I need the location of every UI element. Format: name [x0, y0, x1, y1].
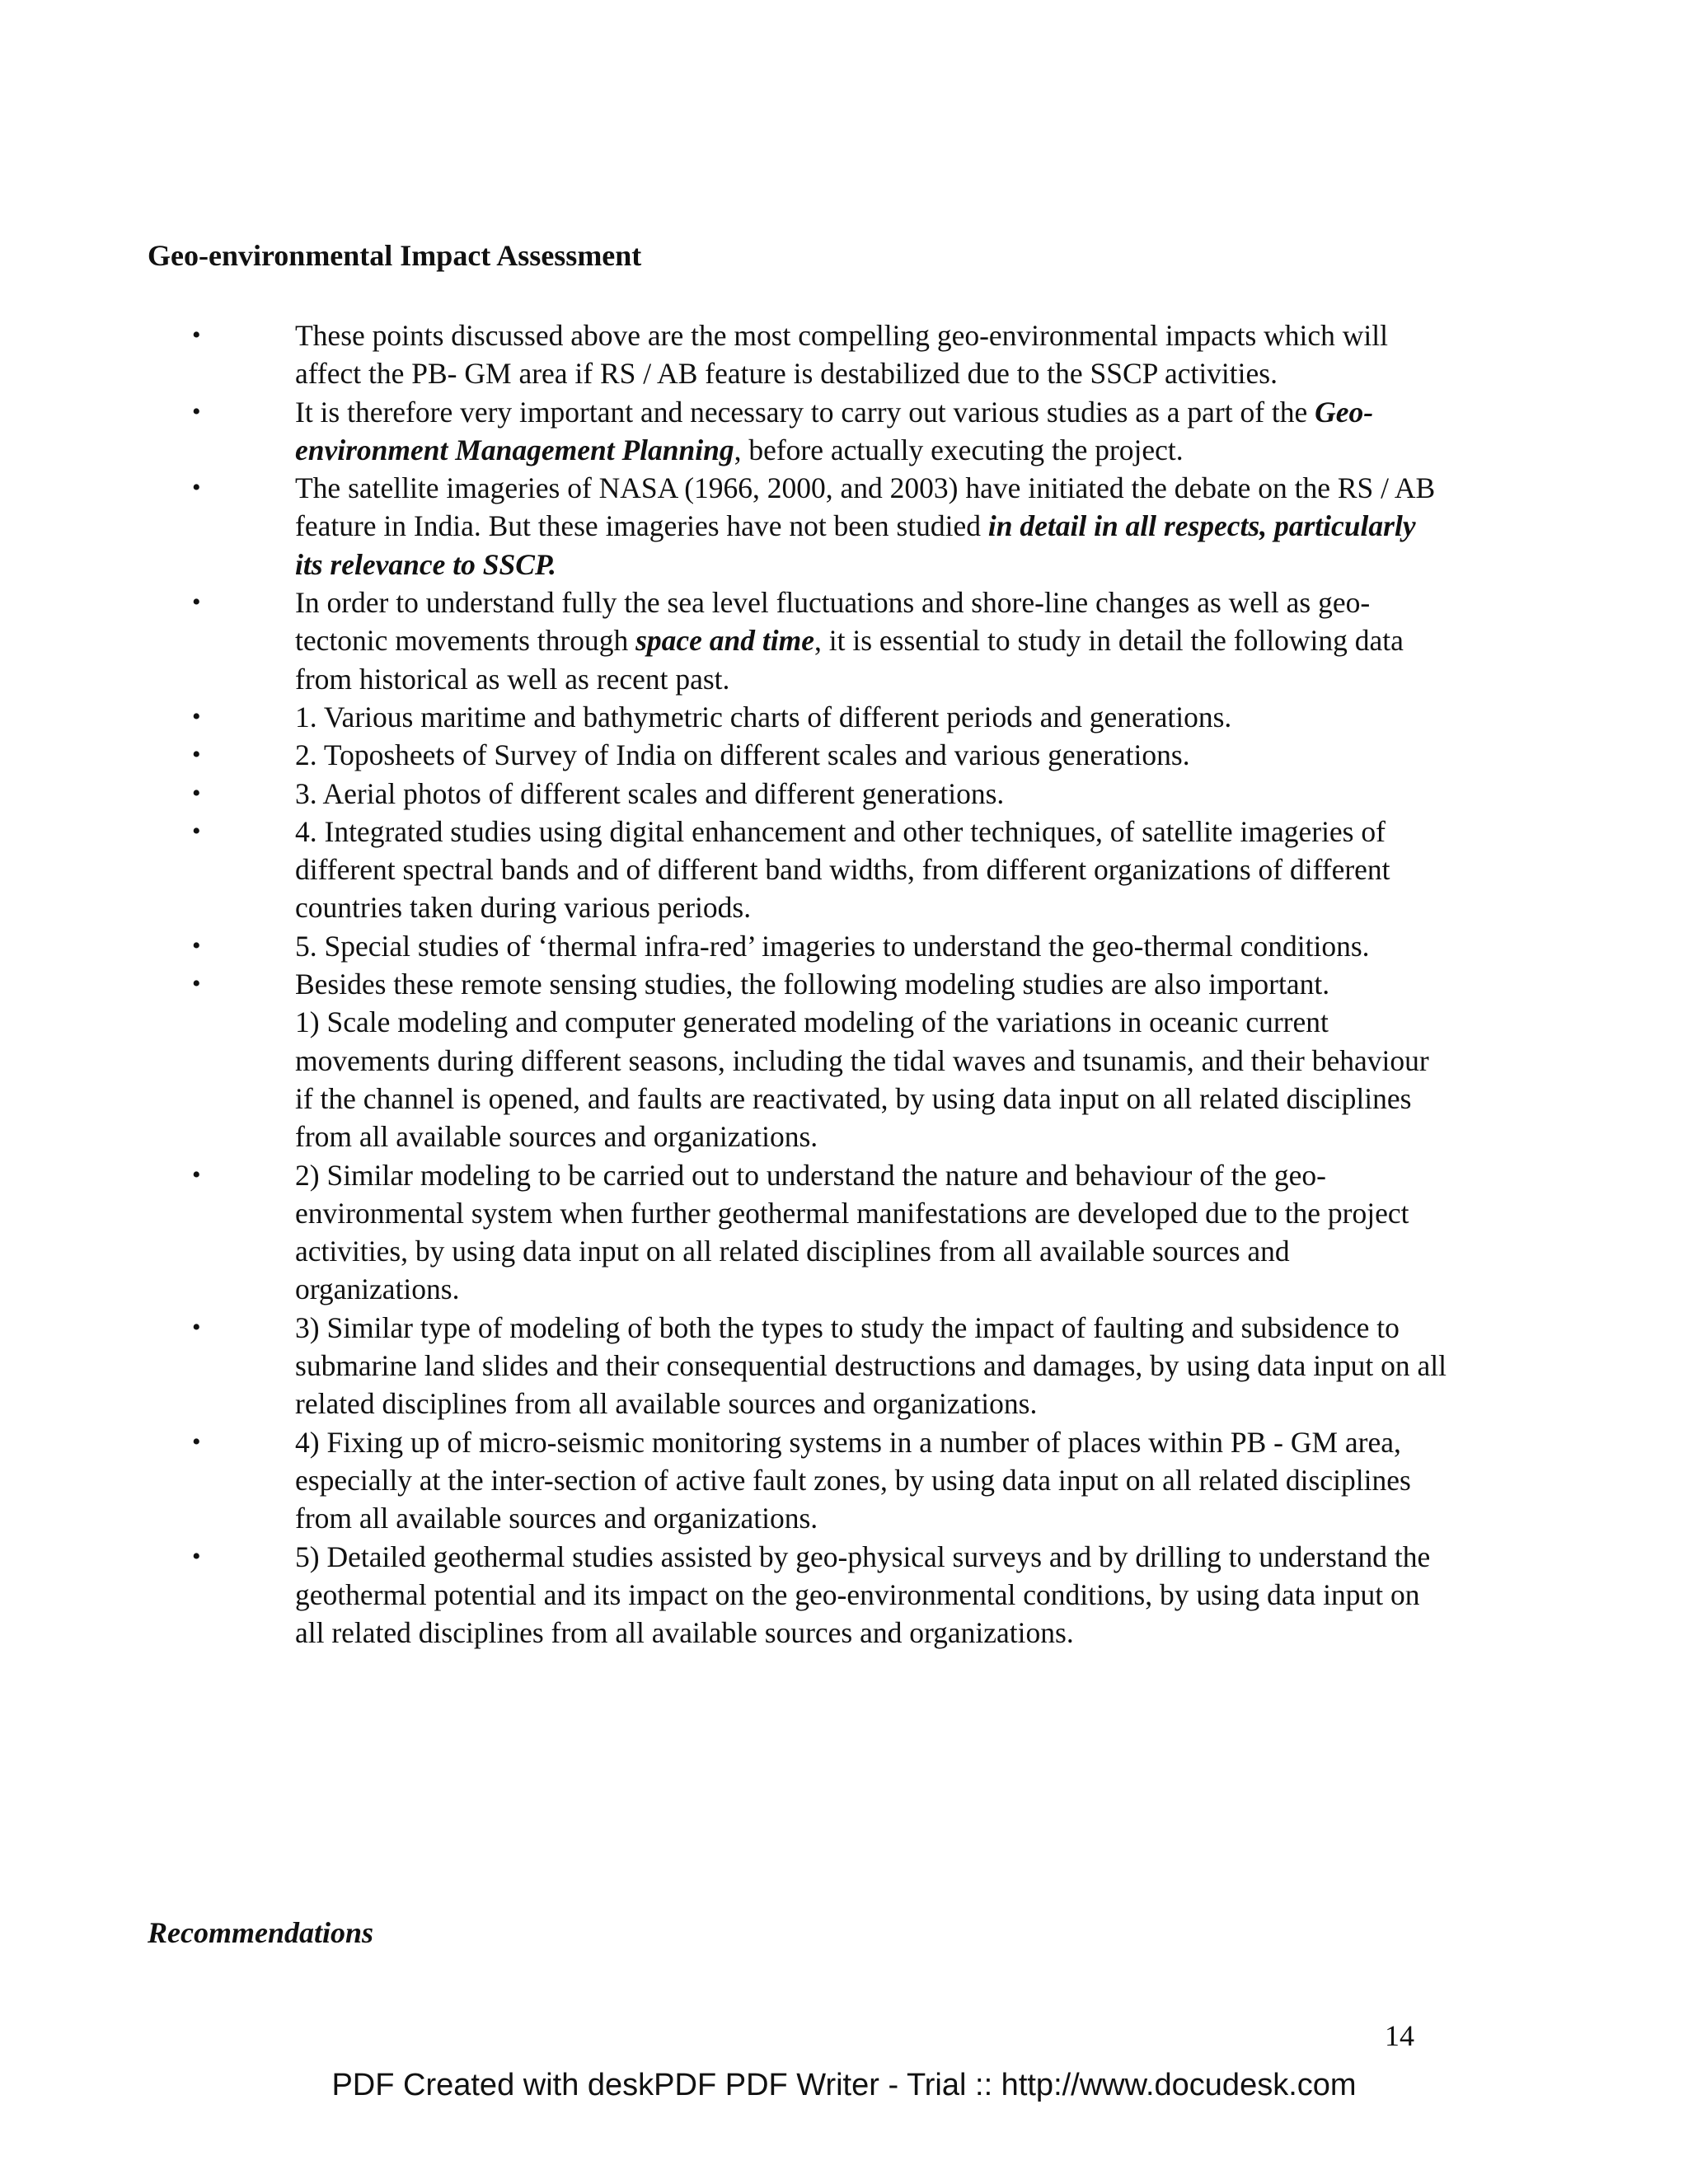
bullet-icon: • [192, 931, 201, 959]
bullet-icon: • [192, 702, 201, 730]
list-item [0, 1423, 1449, 1538]
item-text: It is therefore very important and necessary to carry out various studies as a part of the Geo-environment Management Planning, before actually executing the project. [295, 395, 1374, 466]
emphasis-text: space and time [635, 624, 815, 658]
list-item [0, 583, 1449, 698]
list-item [0, 1156, 1449, 1309]
page-number: 14 [1385, 2019, 1414, 2052]
bullet-icon: • [192, 1427, 201, 1455]
bullet-icon: • [192, 321, 201, 349]
list-item [0, 927, 1449, 965]
bullet-icon: • [192, 817, 201, 845]
list-item [0, 393, 1449, 470]
bullet-list [0, 316, 1688, 1652]
item-text: 5. Special studies of ‘thermal infra-red’ imageries to understand the geo-thermal conditions. [295, 929, 1370, 963]
recommendations-heading: Recommendations [148, 1916, 374, 1949]
item-text: 4. Integrated studies using digital enhancement and other techniques, of satellite imageries of different spectral bands and of different band widths, from different organizations of different countries taken during various periods. [295, 814, 1390, 925]
list-item [0, 1309, 1449, 1423]
emphasis-text: Geo-environment Management Planning [295, 395, 1374, 466]
bullet-icon: • [192, 779, 201, 807]
item-text: 5) Detailed geothermal studies assisted by geo-physical surveys and by drilling to understand the geothermal potential and its impact on the geo-environmental conditions, by using data input on all related disciplines from all available sources and organizations. [295, 1540, 1431, 1650]
list-item [0, 736, 1449, 774]
bullet-icon: • [192, 1313, 201, 1341]
item-text: The satellite imageries of NASA (1966, 2000, and 2003) have initiated the debate on the RS / AB feature in India. But these imageries have not been studied in detail in all respects, particularly its relevance to SSCP. [295, 471, 1436, 581]
item-text: 4) Fixing up of micro-seismic monitoring systems in a number of places within PB - GM area, especially at the inter-section of active fault zones, by using data input on all related disciplines from all available sources and organizations. [295, 1425, 1411, 1535]
item-text: These points discussed above are the most compelling geo-environmental impacts which will affect the PB- GM area if RS / AB feature is destabilized due to the SSCP activities. [295, 319, 1388, 391]
bullet-icon: • [192, 1542, 201, 1570]
bullet-icon: • [192, 474, 201, 502]
list-item [0, 698, 1449, 736]
list-item [0, 316, 1449, 393]
bullet-icon: • [192, 970, 201, 998]
emphasis-text: in detail in all respects, particularly its relevance to SSCP. [295, 509, 1416, 581]
item-text: Besides these remote sensing studies, the following modeling studies are also important. [295, 968, 1330, 1001]
list-item [0, 965, 1449, 1155]
item-text: In order to understand fully the sea level fluctuations and shore-line changes as well as geo-tectonic movements through space and time, it is essential to study in detail the following data from historical as well as recent past. [295, 586, 1404, 696]
section-heading: Geo-environmental Impact Assessment [148, 239, 642, 272]
bullet-icon: • [192, 397, 201, 425]
item-text: 2. Toposheets of Survey of India on different scales and various generations. [295, 738, 1190, 772]
list-item [0, 1538, 1449, 1652]
item-subparagraph: 1) Scale modeling and computer generated modeling of the variations in oceanic current movements during different seasons, including the tidal waves and tsunamis, and their behaviour if the channel is opened, and faults are reactivated, by using data input on all related disciplines from all available sources and organizations. [295, 1005, 1429, 1154]
pdf-footer-watermark: PDF Created with deskPDF PDF Writer - Trial :: http://www.docudesk.com [331, 2068, 1357, 2102]
list-item [0, 775, 1449, 813]
item-text: 3) Similar type of modeling of both the types to study the impact of faulting and subsidence to submarine land slides and their consequential destructions and damages, by using data input on all related disciplines from all available sources and organizations. [295, 1310, 1447, 1421]
bullet-icon: • [192, 1160, 201, 1188]
item-text: 3. Aerial photos of different scales and different generations. [295, 776, 1005, 810]
list-item [0, 469, 1449, 583]
bullet-icon: • [192, 588, 201, 616]
item-text: 1. Various maritime and bathymetric charts of different periods and generations. [295, 700, 1232, 733]
list-item [0, 813, 1449, 927]
bullet-icon: • [192, 741, 201, 769]
item-text: 2) Similar modeling to be carried out to understand the nature and behaviour of the geo-environmental system when further geothermal manifestations are developed due to the project activities, by using data input on all related disciplines from all available sources and organizations. [295, 1158, 1409, 1306]
